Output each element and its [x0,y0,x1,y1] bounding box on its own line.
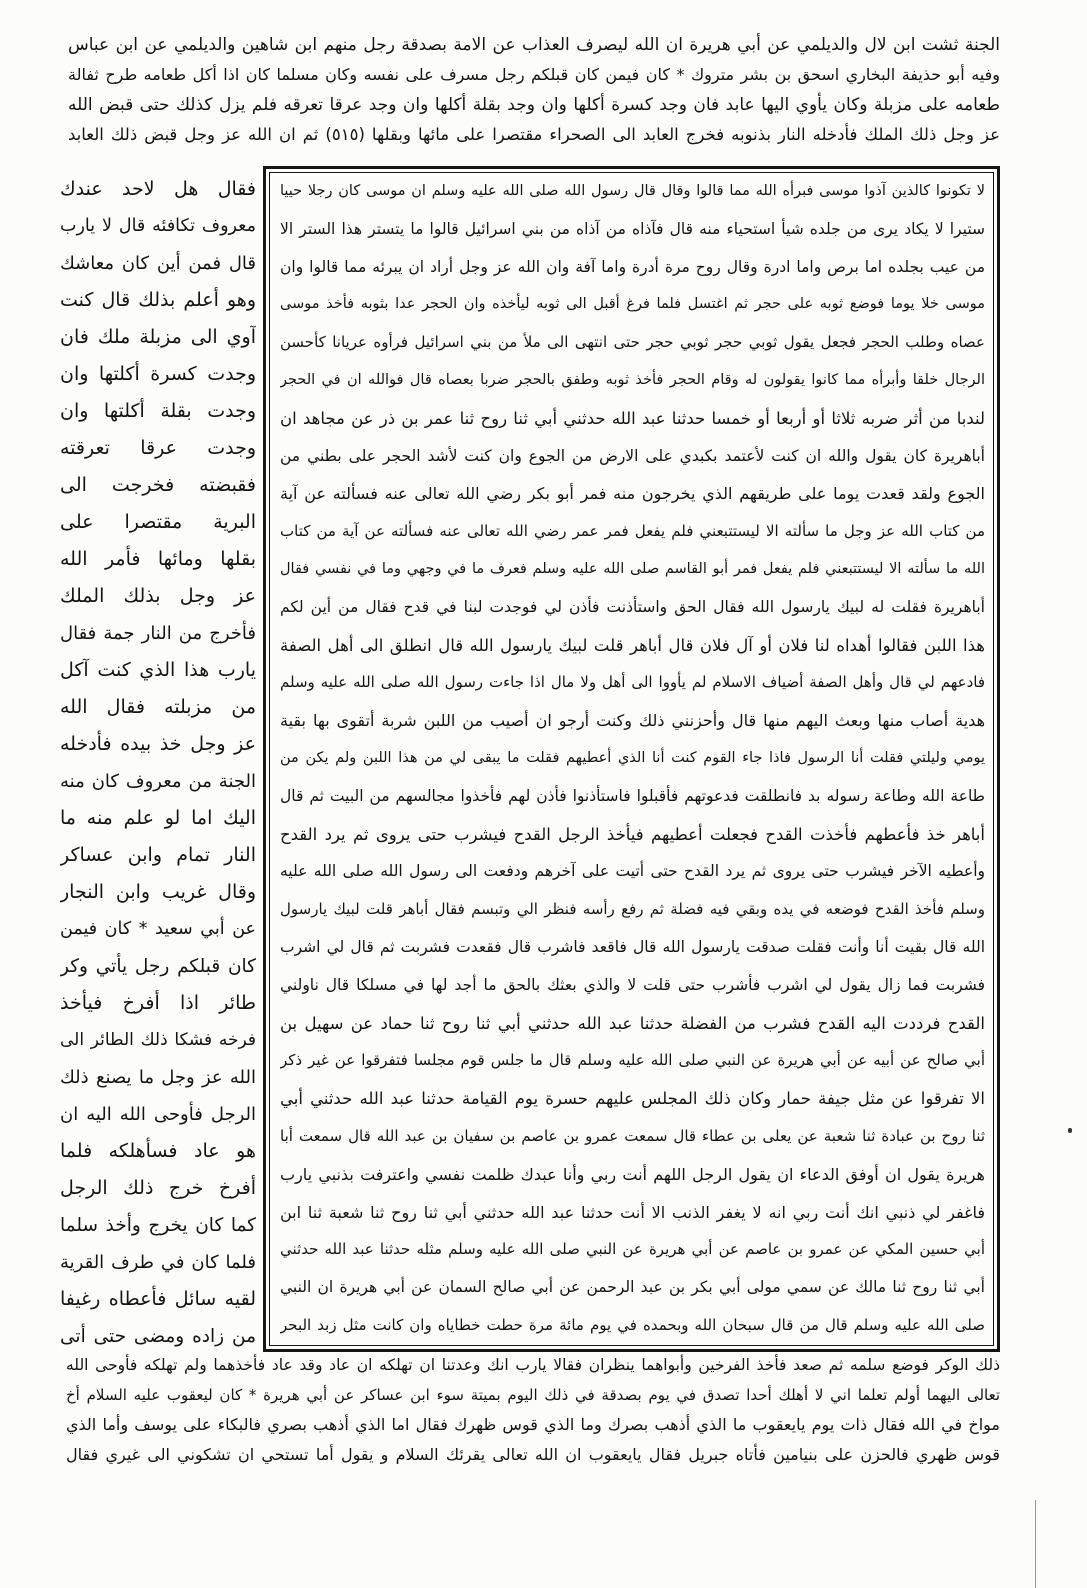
main-text-inner-border [269,172,994,1346]
main-text-line: طاعة الله وطاعة رسوله بد فانطلقت فدعوتهم فأقبلوا فاستأذنوا فأذن لهم فأخذوا مجالسهم من البيت ثم قال [280,786,985,805]
main-text-line: هريرة يقول ان أوفق الدعاء ان يقول الرجل اللهم أنت ربي وأنا عبدك ظلمت نفسي واعترفت بذنبي يارب [280,1164,985,1184]
side-commentary-line: فقبضته فخرجت الى [60,474,256,496]
main-text-line: صلى الله عليه وسلم قال من قال سبحان الله وبحمده في يوم مائة مرة حطت خطاياه وان كانت مثل زبد البحر [280,1315,985,1334]
side-commentary-line: الرجل فأوحى الله اليه ان [60,1104,256,1125]
bottom-commentary-line: مواخ في الله فقال ذات يوم يايعقوب ما الذي أذهب بصرك وما الذي قوس ظهرك فقال اما الذي أذهب بصري فالبكاء على يوسف وأما الذي [66,1415,1000,1434]
side-commentary-line: قال فمن أين كان معاشك [60,253,256,274]
side-commentary-line: كان قبلكم رجل يأتي وكر [60,956,256,977]
main-text-line: يومي وليلتي فقلت أنا الرسول فاذا جاء القوم كنت أنا الذي أعطيهم فقلت ما يبقى لي من هذا اللبن ولم يكن من [280,749,985,766]
side-commentary-line: وجدت عرقا تعرقته [60,437,256,459]
main-text-line: وسلم فأخذ القدح فوضعه في يده وبقي فيه فضلة ثم رفع رأسه فنظر الي وتبسم فقال أباهر قلت لبيك يارسول [280,900,985,919]
side-commentary-line: الله عز وجل ما يصنع ذلك [60,1067,256,1088]
main-text-line: فشربت فما زال يقول لي اشرب فأشرب حتى قلت لا والذي بعثك بالحق ما أجد لها في مسلكا قال ناولني [280,975,985,994]
side-commentary-line: كما كان يخرج وأخذ سلما [60,1215,256,1236]
side-commentary-line: أفرخ خرج ذلك الرجل [60,1177,256,1199]
main-text-line: لا تكونوا كالذين آذوا موسى فبرأه الله مما قالوا وقال قال رسول الله صلى الله عليه وسلم ان موسى كان رجلا حييا [280,183,985,199]
main-text-line: من عيب بجلده اما برص واما ادرة وقال روح مرة أدرة واما آفة وان الله عز وجل أراد ان يبرئه مما قالوا وان [280,257,985,276]
main-text-line: الا تفرقوا عن مثل جيفة حمار وكان ذلك المجلس عليهم حسرة يوم القيامة حدثنا عبد الله حدثني أبي [280,1089,985,1109]
main-text-line: ستيرا لا يكاد يرى من جلده شيأ استحياء منه قال فآذاه من آذاه من بني اسرائيل قالوا ما يتستر هذا الستر الا [280,219,985,238]
main-text-body [280,173,985,1345]
side-commentary-line: وجدت بقلة أكلتها وان [60,400,256,422]
top-commentary-line: عز وجل ذلك الملك فأدخله النار بذنوبه فخرج العابد الى الصحراء مقتصرا على مائها وبقلها (٥١٥) ثم ان الله عز وجل قبض ذلك العابد [68,125,1000,144]
scan-speck [1068,1128,1072,1133]
main-text-line: أبي صالح عن أبيه عن أبي هريرة عن النبي صلى الله عليه وسلم قال ما جلس قوم مجلسا فتفرقوا عن غير ذكر [280,1051,985,1070]
side-commentary-line: اليك اما لو علم منه ما [60,807,256,829]
main-text-line: أباهر خذ فأعطهم فأخذت القدح فجعلت أعطيهم فيأخذ الرجل القدح فيشرب حتى يروى ثم يرد القدح [280,824,985,844]
main-text-line: أباهريرة فقلت له لبيك يارسول الله فقال الحق واستأذنت فأذن لي فوجدت لبنا في قدح فقال من أين لكم [280,597,985,616]
main-text-line: الله ما سألته الا ليستتبعني فلم يفعل فمر أبو القاسم صلى الله عليه وسلم فعرف ما في وجهي وما في نفسي فقال [280,560,985,577]
main-text-line: الرجال خلقا وأبرأه مما كانوا يقولون له وقام الحجر فأخذ ثوبه وطفق بالحجر ضربا بعصاه قال فوالله ان في الحجر [280,371,985,388]
side-commentary-line: النار تمام وابن عساكر [60,844,256,866]
side-commentary-line: عز وجل بذلك الملك [60,585,256,607]
side-commentary-line: بقلها ومائها فأمر الله [60,548,256,570]
top-commentary-line: الجنة ثشت ابن لال والديلمي عن أبي هريرة ان الله ليصرف العذاب عن الامة بصدقة رجل منهم ابن شاهين والديلمي عن ابن عباس [68,35,1000,55]
main-text-line: الله قال بقيت أنا وأنت فقلت صدقت يارسول الله قال فاقعد فاشرب قال فقعدت فشربت ثم قال لي اشرب [280,937,985,956]
bottom-commentary [66,1350,1000,1470]
side-commentary-line: فقال هل لاحد عندك [60,178,256,200]
top-commentary-line: وفيه أبو حذيفة البخاري اسحق بن بشر متروك * كان فيمن كان قبلكم رجل مسرف على نفسه وكان مسلما كان اذا أكل طعامه طرح ثفالة [68,65,1000,84]
side-commentary-line: معروف تكافئه قال لا يارب [60,216,256,236]
side-commentary-line: فأخرج من النار جمة فقال [60,623,256,644]
side-commentary-line: طائر اذا أفرخ فيأخذ [60,992,256,1014]
bottom-commentary-line: تعالى اليهما أولم تعلما اني لا أهلك أحدا تصدق في يوم بصدقة في ذلك اليوم بميتة سوء ابن عساكر عن أبي هريرة * كان ليعقوب عليه السلام أخ [66,1386,1000,1404]
side-commentary-line: وقال غريب وابن النجار [60,881,256,903]
main-text-line: أبي حسين المكي عن عمرو بن عاصم عن أبي هريرة عن النبي صلى الله عليه وسلم مثله حدثنا عبد الله حدثني [280,1240,985,1259]
bottom-commentary-line: ذلك الوكر فوضع سلمه ثم صعد فأخذ الفرخين وأبواهما ينظران فقالا يارب انك وعدتنا ان تهلكه ان عاد وقد عاد فأخذهما ولم تهلكه فأوحى الله [66,1356,1000,1374]
side-commentary-line: وهو أعلم بذلك قال كنت [60,289,256,311]
side-commentary-line: وجدت كسرة أكلتها وان [60,363,256,385]
side-commentary-line: فلما كان في طرف القرية [60,1252,256,1273]
main-text-line: موسى خلا يوما فوضع ثوبه على حجر ثم اغتسل فلما فرغ أقبل الى ثوبه ليأخذه وان الحجر عدا بثوبه فأخذ موسى [280,296,985,313]
side-commentary-line: هو عاد فسأهلكه فلما [60,1140,256,1162]
scan-edge-line [1035,1500,1036,1588]
side-commentary-line: عز وجل خذ بيده فأدخله [60,733,256,755]
side-commentary-line: يارب هذا الذي كنت آكل [60,659,256,681]
main-text-line: أبي ثنا روح ثنا مالك عن سمي مولى أبي بكر بن عبد الرحمن عن أبي صالح السمان عن أبي هريرة ان النبي [280,1278,985,1297]
main-text-line: ثنا روح بن عبادة ثنا شعبة عن يعلى بن عطاء قال سمعت عمرو بن عاصم بن سفيان بن عبد الله قال سمعت أبا [280,1126,985,1145]
main-text-line: عصاه وطلب الحجر فجعل يقول ثوبي حجر ثوبي حجر حتى انتهى الى ملأ من بني اسرائيل فرأوه عريانا كأحسن [280,333,985,352]
side-commentary-line: لقيه سائل فأعطاه رغيفا [60,1288,256,1310]
side-commentary-line: فرخه فشكا ذلك الطائر الى [60,1030,256,1050]
main-text-line: القدح فرددت اليه القدح فشرب من الفضلة حدثنا عبد الله حدثني أبي ثنا روح ثنا حماد عن سهيل بن [280,1013,985,1033]
main-text-line: وأعطيه الآخر فيشرب حتى يروى ثم يرد القدح حتى أتيت على آخرهم ودفعت الى رسول الله صلى الله عليه [280,862,985,881]
side-commentary [60,171,256,1355]
main-text-line: لندبا من أثر ضربه ثلاثا أو أربعا أو خمسا حدثنا عبد الله حدثني أبي ثنا روح ثنا عمر بن ذر عن مجاهد ان [280,408,985,428]
main-text-frame [263,166,1000,1352]
main-text-line: هذا اللبن فقالوا أهداه لنا فلان أو آل فلان قال أباهر قلت لبيك يارسول الله قال انطلق الى أهل الصفة [280,635,985,655]
main-text-line: من كتاب الله عز وجل ما سألته الا ليستتبعني فلم يفعل فمر عمر رضي الله تعالى عنه فسألته عن آية من كتاب [280,522,985,541]
side-commentary-line: من مزبلته فقال الله [60,696,256,718]
top-commentary [68,30,1000,150]
top-commentary-line: طعامه على مزبلة وكان يأوي اليها عابد فان وجد كسرة أكلها وان وجد بقلة أكلها وان وجد عرقا تعرقه فلم يزل كذلك حتى قبض الله [68,95,1000,115]
main-text-line: فاغفر لي ذنبي انك أنت ربي انه لا يغفر الذنب الا أنت حدثنا عبد الله حدثني أبي ثنا روح ثنا شعبة ثنا ابن [280,1202,985,1222]
main-text-line: الجوع ولقد قعدت يوما على طريقهم الذي يخرجون منه فمر أبو بكر رضي الله تعالى عنه فسألته عن آية [280,484,985,504]
main-text-line: فادعهم لي قال وأهل الصفة أضياف الاسلام لم يأووا الى أهل ولا مال اذا جاءت رسول الله صلى الله عليه وسلم [280,673,985,692]
side-commentary-line: عن أبي سعيد * كان فيمن [60,919,256,939]
side-commentary-line: آوي الى مزبلة ملك فان [60,326,256,348]
side-commentary-line: البرية مقتصرا على [60,511,256,533]
side-commentary-line: من زاده ومضى حتى أتى [60,1326,256,1347]
main-text-line: أباهريرة كان يقول والله ان كنت لأعتمد بكبدي على الارض من الجوع وان كنت لأشد الحجر على بطني من [280,446,985,465]
side-commentary-line: الجنة من معروف كان منه [60,771,256,792]
bottom-commentary-line: قوس ظهري فالحزن على بنيامين فأتاه جبريل فقال يايعقوب ان الله تعالى يقرئك السلام و يقول أما تستحي ان تشكوني الى غيري فقال [66,1445,1000,1464]
main-text-line: هدية أصاب منها وبعث اليهم منها قال وأحزنني ذلك وكنت أرجو ان أصيب من اللبن شربة أتقوى بها بقية [280,711,985,731]
